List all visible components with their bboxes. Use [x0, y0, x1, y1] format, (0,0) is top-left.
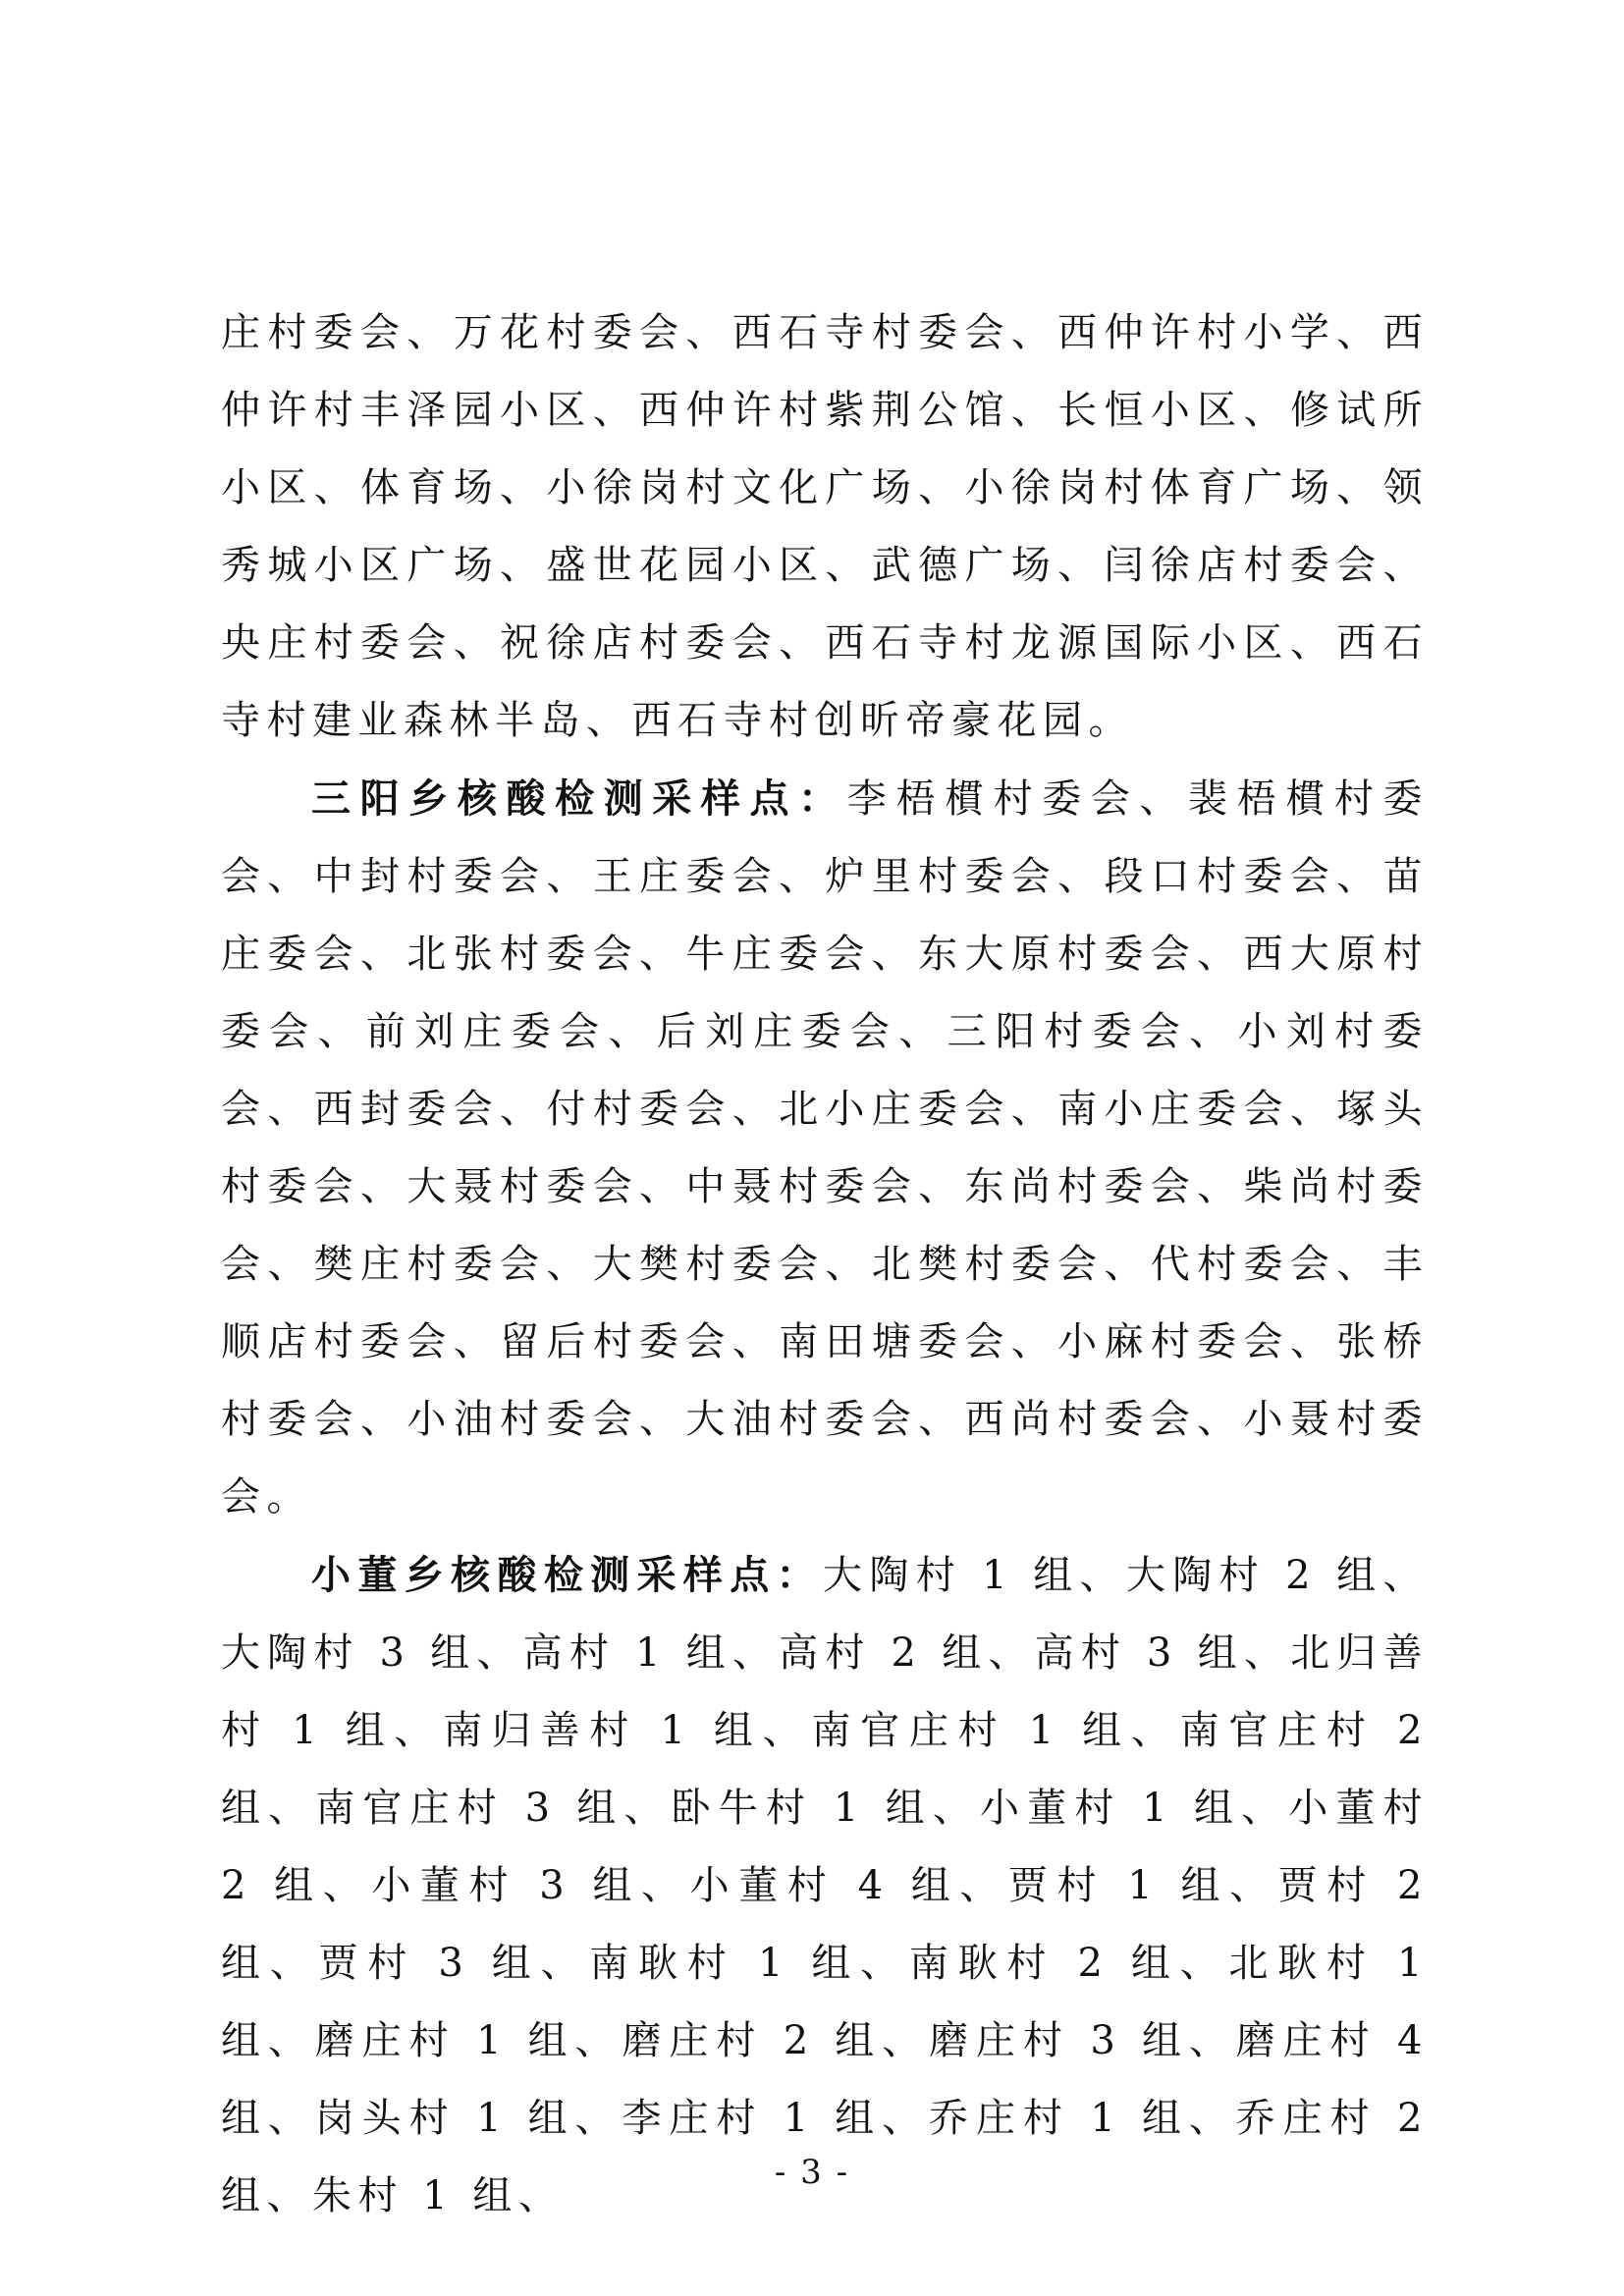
- paragraph-heading: 小董乡核酸检测采样点：: [311, 1552, 824, 1598]
- page-number: - 3 -: [774, 2153, 850, 2192]
- paragraph-text: 大陶村 1 组、大陶村 2 组、大陶村 3 组、高村 1 组、高村 2 组、高村 3 组、北归善村 1 组、南归善村 1 组、南官庄村 1 组、南官庄村 2 组、南官庄村 3 组、卧牛村 1 组、小董村 1 组、小董村 2 组、小董村 3 组、小董村 4 组、贾村 1 组、贾村 2 组、贾村 3 组、南耿村 1 组、南耿村 2 组、北耿村 1 组、磨庄村 1 组、磨庄村 2 组、磨庄村 3 组、磨庄村 4 组、岗头村 1 组、李庄村 1 组、乔庄村 1 组、乔庄村 2 组、朱村 1 组、: [221, 1553, 1430, 2218]
- paragraph-text: 李梧樌村委会、裴梧樌村委会、中封村委会、王庄委会、炉里村委会、段口村委会、苗庄委会、北张村委会、牛庄委会、东大原村委会、西大原村委会、前刘庄委会、后刘庄委会、三阳村委会、小刘村委会、西封委会、付村委会、北小庄委会、南小庄委会、塚头村委会、大聂村委会、中聂村委会、东尚村委会、柴尚村委会、樊庄村委会、大樊村委会、北樊村委会、代村委会、丰顺店村委会、留后村委会、南田塘委会、小麻村委会、张桥村委会、小油村委会、大油村委会、西尚村委会、小聂村委会。: [221, 776, 1429, 1520]
- paragraph-sanyang: [221, 760, 1429, 1536]
- document-body: [221, 294, 1429, 2235]
- paragraph-xiaodong: [221, 1536, 1429, 2235]
- paragraph-text: 庄村委会、万花村委会、西石寺村委会、西仲许村小学、西仲许村丰泽园小区、西仲许村紫荆公馆、长恒小区、修试所小区、体育场、小徐岗村文化广场、小徐岗村体育广场、领秀城小区广场、盛世花园小区、武德广场、闫徐店村委会、央庄村委会、祝徐店村委会、西石寺村龙源国际小区、西石寺村建业森林半岛、西石寺村创昕帝豪花园。: [221, 310, 1429, 743]
- paragraph-continuation: [221, 294, 1429, 760]
- paragraph-heading: 三阳乡核酸检测采样点：: [311, 775, 847, 822]
